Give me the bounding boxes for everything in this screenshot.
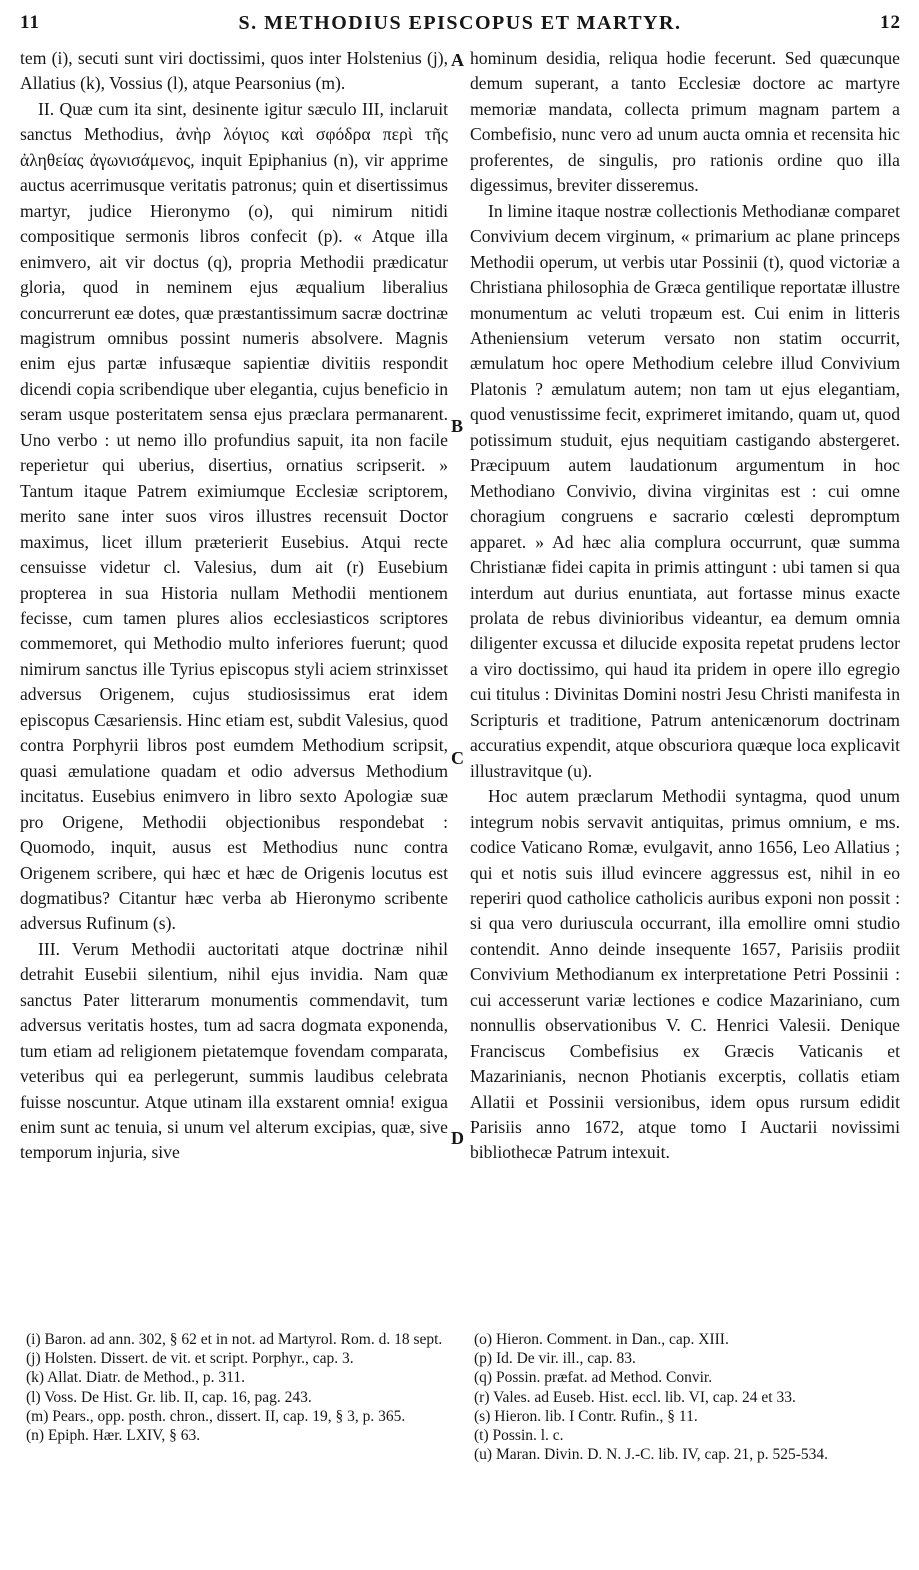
- margin-marker-c: C: [451, 748, 464, 768]
- right-page-number: 12: [879, 12, 901, 33]
- left-paragraph: tem (i), secuti sunt viri doctissimi, quos inter Holstenius (j), Allatius (k), Vossius (l), atque Pearsonius (m).: [20, 48, 448, 94]
- footnote: (n) Epiph. Hær. LXIV, § 63.: [26, 1427, 201, 1445]
- footnote: (s) Hieron. lib. I Contr. Rufin., § 11.: [474, 1407, 698, 1425]
- right-column: [470, 46, 900, 1166]
- footnote: (t) Possin. l. c.: [474, 1427, 564, 1445]
- footnote: (i) Baron. ad ann. 302, § 62 et in not. ad Martyrol. Rom. d. 18 sept.: [26, 1331, 443, 1348]
- right-paragraph: hominum desidia, reliqua hodie fecerunt. Sed quæcunque demum superant, a tanto Ecclesiæ doctore ac martyre memoriæ mandata, collecta primum magnam partem a Combefisio, nunc vero ad unum aucta omnia et recensita hic proferentes, de singulis, pro rationis ordine quo illa digessimus, breviter disseremus.: [470, 48, 900, 196]
- margin-marker-d: D: [451, 1128, 464, 1148]
- margin-marker-a: A: [451, 50, 464, 70]
- running-head-title: S. METHODIUS EPISCOPUS ET MARTYR.: [238, 11, 682, 34]
- footnote: (j) Holsten. Dissert. de vit. et script. Porphyr., cap. 3.: [26, 1350, 354, 1368]
- footnotes-left: [26, 1330, 450, 1445]
- left-page-number: 11: [20, 12, 40, 33]
- footnotes-right: [474, 1330, 902, 1464]
- footnote: (u) Maran. Divin. D. N. J.-C. lib. IV, cap. 21, p. 525-534.: [474, 1446, 829, 1464]
- margin-marker-b: B: [451, 416, 464, 436]
- footnote: (q) Possin. præfat. ad Method. Convir.: [474, 1369, 713, 1387]
- right-paragraph: In limine itaque nostræ collectionis Methodianæ comparet Convivium decem virginum, « primarium ac plane princeps Methodii operum, ut verbis utar Possinii (t), quod victoriæ a Christiana philosophia de Græca gentilique reportatæ illustre monumentum ac veluti tropæum est. Cui enim in litteris Atheniensium veterum versato non statim occurrit, æmulatum hoc opere Methodium celebre illud Convivium Platonis ? æmulatum autem; non tam ut ejus elegantiam, quod venustissime fecit, exprimeret imitando, quam ut, quod potissimum studuit, ejus nequitiam castigando abstergeret. Præcipuum autem laudationum argumentum in hoc Methodiano Convivio, divina virginitas est : cui omne choragium congruens e sacrario cœlesti depromptum apparet. » Ad hæc alia complura occurrunt, quæ summa Christianæ fidei capita in primis attingunt : ubi tamen si qua interdum aut durius enuntiata, aut fortasse minus exacte prolata de rebus divinioribus videantur, ea demum omnia diligenter excussa et dilucide exposita repetat prudens lector a viro doctissimo, qui haud ita pridem in opere illo egregio cui titulus : Divinitas Domini nostri Jesu Christi manifesta in Scripturis et traditione, Patrum antenicænorum doctrinam accuratius expendit, atque obscuriora quæque loca explicavit illustravitque (u).: [470, 200, 900, 781]
- running-header: [20, 6, 901, 40]
- right-paragraph: Hoc autem præclarum Methodii syntagma, quod unum integrum nobis servavit antiquitas, primus omnium, e ms. codice Vaticano Romæ, evulgavit, anno 1656, Leo Allatius ; qui et notis suis illud evincere aggressus est, nihil in eo reperiri quod catholice catholicis auribus exponi non possit : si qua vero duriuscula occurrant, illa emollire omni studio contendit. Anno deinde insequente 1657, Parisiis prodiit Convivium Methodianum ex interpretatione Petri Possinii : cui accesserunt variæ lectiones e codice Mazariniano, cum nonnullis observationibus V. C. Henrici Valesii. Denique Franciscus Combefisius ex Græcis Vaticanis et Mazarinianis, necnon Photianis excerptis, collatis etiam Allatii et Possinii versionibus, idem opus rursum edidit Parisiis anno 1672, atque tomo I Auctarii novissimi bibliothecæ Patrum intexuit.: [470, 786, 900, 1163]
- footnote: (r) Vales. ad Euseb. Hist. eccl. lib. VI, cap. 24 et 33.: [474, 1388, 796, 1406]
- left-column: [20, 46, 448, 1166]
- left-paragraph: III. Verum Methodii auctoritati atque doctrinæ nihil detrahit Eusebii silentium, nihil ejus invidia. Nam quæ sanctus Pater litterarum monumentis commendavit, tum adversus veritatis hostes, tum ad sacra dogmata exponenda, tum etiam ad religionem pietatemque fovendam comparata, veteribus qui ea perlegerunt, summis laudibus celebrata fuisse noscuntur. Atque utinam illa exstarent omnia! exigua enim sunt ac tenuia, si unum vel alterum excipias, quæ, sive temporum injuria, sive: [20, 938, 448, 1163]
- footnote: (k) Allat. Diatr. de Method., p. 311.: [26, 1369, 245, 1387]
- footnote: (m) Pears., opp. posth. chron., dissert. II, cap. 19, § 3, p. 365.: [26, 1407, 406, 1425]
- footnote: (o) Hieron. Comment. in Dan., cap. XIII.: [474, 1331, 729, 1348]
- left-paragraph: II. Quæ cum ita sint, desinente igitur sæculo III, inclaruit sanctus Methodius, ἀνὴρ λόγιος καὶ σφόδρα περὶ τῆς ἀληθείας ἀγωνισάμενος, inquit Epiphanius (n), vir apprime auctus acerrimusque veritatis patronus; quin et disertissimus martyr, judice Hieronymo (o), qui nimirum nitidi compositique sermonis libros confecit (p). « Atque illa enimvero, ait vir doctus (q), propria Methodii prædicatur gloria, quod in neminem ejus æqualium liberalius concurrerunt eæ dotes, quæ præstantissimum sacræ doctrinæ magistrum omnibus possint numeris absolvere. Magnis enim ejus partæ infusæque sapientiæ divitiis respondit dicendi copia scribendique uber elegantia, cujus beneficio in seram usque posteritatem sensa ejus præclara permanarent. Uno verbo : ut nemo illo profundius sapuit, ita non facile reperietur qui uberius, disertius, ornatius scripserit. » Tantum itaque Patrem eximiumque Ecclesiæ scriptorem, merito sane inter suos viros illustres recensuit Doctor maximus, licet illum præterierit Eusebius. Atqui recte censuisse videtur cl. Valesius, dum ait (r) Eusebium propterea in sua Historia nullam Methodii mentionem fecisse, cum tamen plures alios ecclesiasticos scriptores commemoret, qui Methodio multo inferiores fuerunt; quod nimirum sanctus ille Tyrius episcopus styli aciem strinxisset adversus Origenem, cujus studiosissimus erat idem episcopus Cæsariensis. Hinc etiam est, subdit Valesius, quod contra Porphyrii libros post eumdem Methodium scripsit, quasi æmulatione quadam et odio adversus Methodium incitatus. Eusebius enimvero in libro sexto Apologiæ suæ pro Origene, Methodii objectionibus respondebat : Quomodo, inquit, ausus est Methodius nunc contra Origenem scribere, qui hæc et hæc de Origenis locutus est dogmatibus? Citantur hæc verba ab Hieronymo scribente adversus Rufinum (s).: [20, 98, 448, 934]
- footnote: (l) Voss. De Hist. Gr. lib. II, cap. 16, pag. 243.: [26, 1388, 312, 1406]
- footnote: (p) Id. De vir. ill., cap. 83.: [474, 1350, 636, 1368]
